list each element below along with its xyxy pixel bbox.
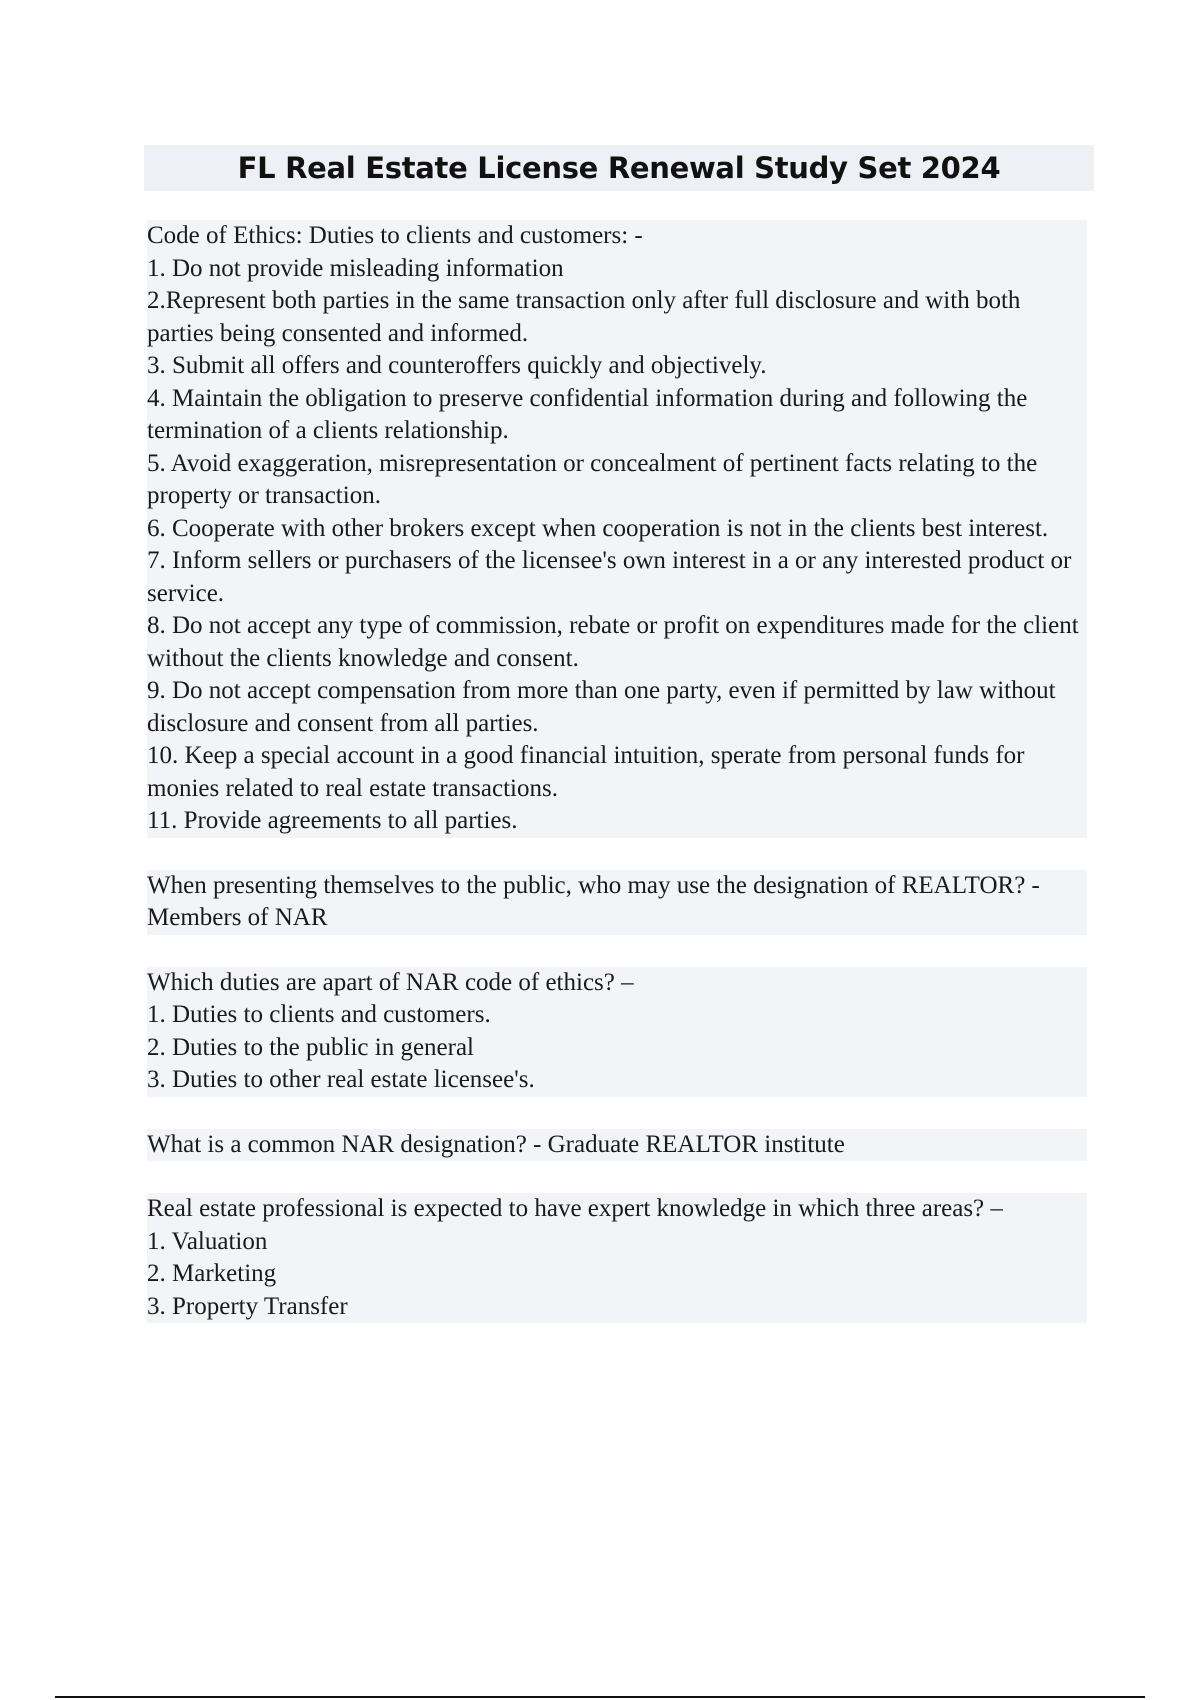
question-realtor: When presenting themselves to the public, who may use the designation of REALTOR? - Members of NAR: [147, 870, 1087, 935]
ethics-item: 6. Cooperate with other brokers except when cooperation is not in the clients best interest.: [147, 513, 1087, 546]
spacer: [147, 935, 1087, 967]
ethics-item: 5. Avoid exaggeration, misrepresentation or concealment of pertinent facts relating to the property or transaction.: [147, 448, 1087, 513]
knowledge-item: 1. Valuation: [147, 1226, 1087, 1259]
question-duties-heading: Which duties are apart of NAR code of ethics? –: [147, 967, 1087, 1000]
document-body: [147, 220, 1087, 1323]
duties-item: 3. Duties to other real estate licensee's.: [147, 1064, 1087, 1097]
knowledge-item: 3. Property Transfer: [147, 1291, 1087, 1324]
ethics-item: 10. Keep a special account in a good financial intuition, sperate from personal funds for monies related to real estate transactions.: [147, 740, 1087, 805]
title-banner: [144, 145, 1094, 191]
knowledge-item: 2. Marketing: [147, 1258, 1087, 1291]
ethics-item: 3. Submit all offers and counteroffers quickly and objectively.: [147, 350, 1087, 383]
spacer: [147, 838, 1087, 870]
page-title: FL Real Estate License Renewal Study Set 2024: [237, 151, 1001, 185]
ethics-item: 9. Do not accept compensation from more than one party, even if permitted by law without disclosure and consent from all parties.: [147, 675, 1087, 740]
ethics-item: 7. Inform sellers or purchasers of the licensee's own interest in a or any interested product or service.: [147, 545, 1087, 610]
spacer: [147, 1097, 1087, 1129]
duties-item: 2. Duties to the public in general: [147, 1032, 1087, 1065]
ethics-item: 1. Do not provide misleading information: [147, 253, 1087, 286]
ethics-item: 2.Represent both parties in the same transaction only after full disclosure and with both parties being consented and informed.: [147, 285, 1087, 350]
footer-divider: [55, 1696, 1145, 1698]
ethics-heading: Code of Ethics: Duties to clients and customers: -: [147, 220, 1087, 253]
spacer: [147, 1161, 1087, 1193]
question-designation: What is a common NAR designation? - Graduate REALTOR institute: [147, 1129, 1087, 1162]
ethics-item: 8. Do not accept any type of commission, rebate or profit on expenditures made for the client without the clients knowledge and consent.: [147, 610, 1087, 675]
duties-item: 1. Duties to clients and customers.: [147, 999, 1087, 1032]
ethics-item: 4. Maintain the obligation to preserve confidential information during and following the termination of a clients relationship.: [147, 383, 1087, 448]
question-knowledge-heading: Real estate professional is expected to have expert knowledge in which three areas? –: [147, 1193, 1087, 1226]
ethics-item: 11. Provide agreements to all parties.: [147, 805, 1087, 838]
